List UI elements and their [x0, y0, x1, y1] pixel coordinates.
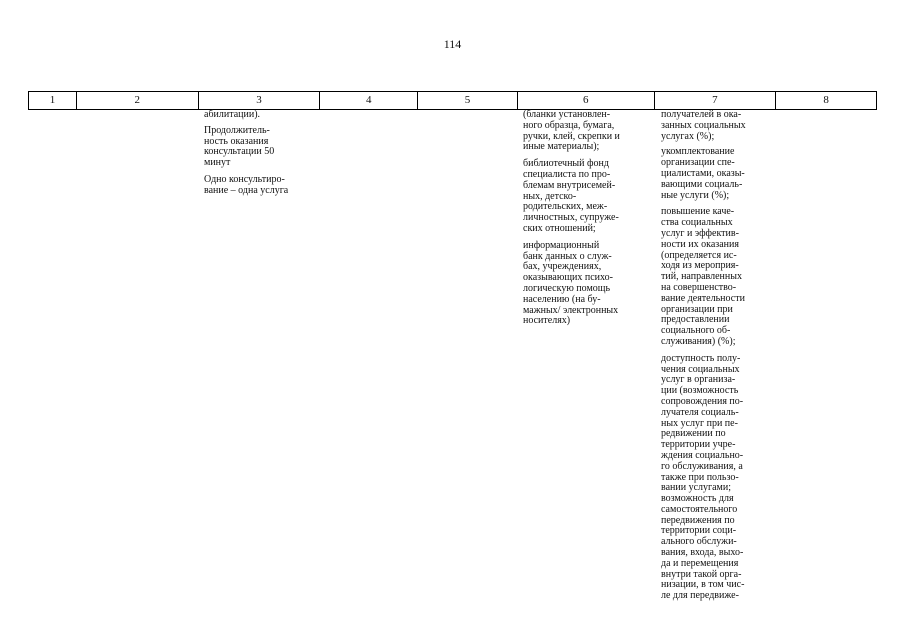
- column-6-text: библиотечный фонд специалиста по про- блемам внутрисемей- ных, детско- родительских, меж- личностных, супруже- ских отношений;: [523, 158, 619, 234]
- column-6-text: информационный банк данных о служ- бах, учреждениях, оказывающих психо- логическую помощь населению (на бу- мажных/ электронных носителях): [523, 239, 619, 327]
- column-6-content: [523, 110, 655, 640]
- column-number-3: 3: [199, 92, 321, 109]
- column-number-6: 6: [518, 92, 655, 109]
- column-3-text: Продолжитель- ность оказания консультации 50 минут: [204, 124, 275, 169]
- column-7-text: доступность полу- чения социальных услуг в организа- ции (возможность сопровождения по- лучателя социаль- ных услуг при пе- редвижении по территории учре- ждения социально- го обслуживания, а также при пользо- вании услугами; возможность для самостоятельного передвижения по территории соци- ального обслужи- вания, входа, выхо- да и перемещения внутри такой орга- низации, в том чис- ле для передвиже-: [661, 352, 745, 602]
- column-number-1: 1: [29, 92, 77, 109]
- column-number-7: 7: [655, 92, 777, 109]
- column-6-text: (бланки установлен- ного образца, бумага, ручки, клей, скрепки и иные материалы);: [523, 109, 620, 153]
- column-7-text: получателей в ока- занных социальных услугах (%);: [661, 109, 746, 142]
- column-number-2: 2: [77, 92, 199, 109]
- column-number-5: 5: [418, 92, 518, 109]
- column-7-text: повышение каче- ства социальных услуг и эффектив- ности их оказания (определяется ис- ходя из мероприя- тий, направленных на совершенство- вание деятельности организации при предоставлении социального об- служивания) (%);: [661, 206, 745, 347]
- column-3-text: Одно консультиро- вание – одна услуга: [204, 173, 289, 196]
- column-number-4: 4: [320, 92, 418, 109]
- column-7-content: [661, 110, 776, 640]
- column-number-8: 8: [823, 94, 829, 106]
- column-7-text: укомплектование организации спе- циалистами, оказы- вающими социаль- ные услуги (%);: [661, 146, 745, 201]
- page-number: 114: [443, 37, 462, 51]
- column-3-content: [204, 110, 318, 640]
- column-3-text: абилитации).: [204, 109, 261, 120]
- table-header-row: [28, 91, 877, 110]
